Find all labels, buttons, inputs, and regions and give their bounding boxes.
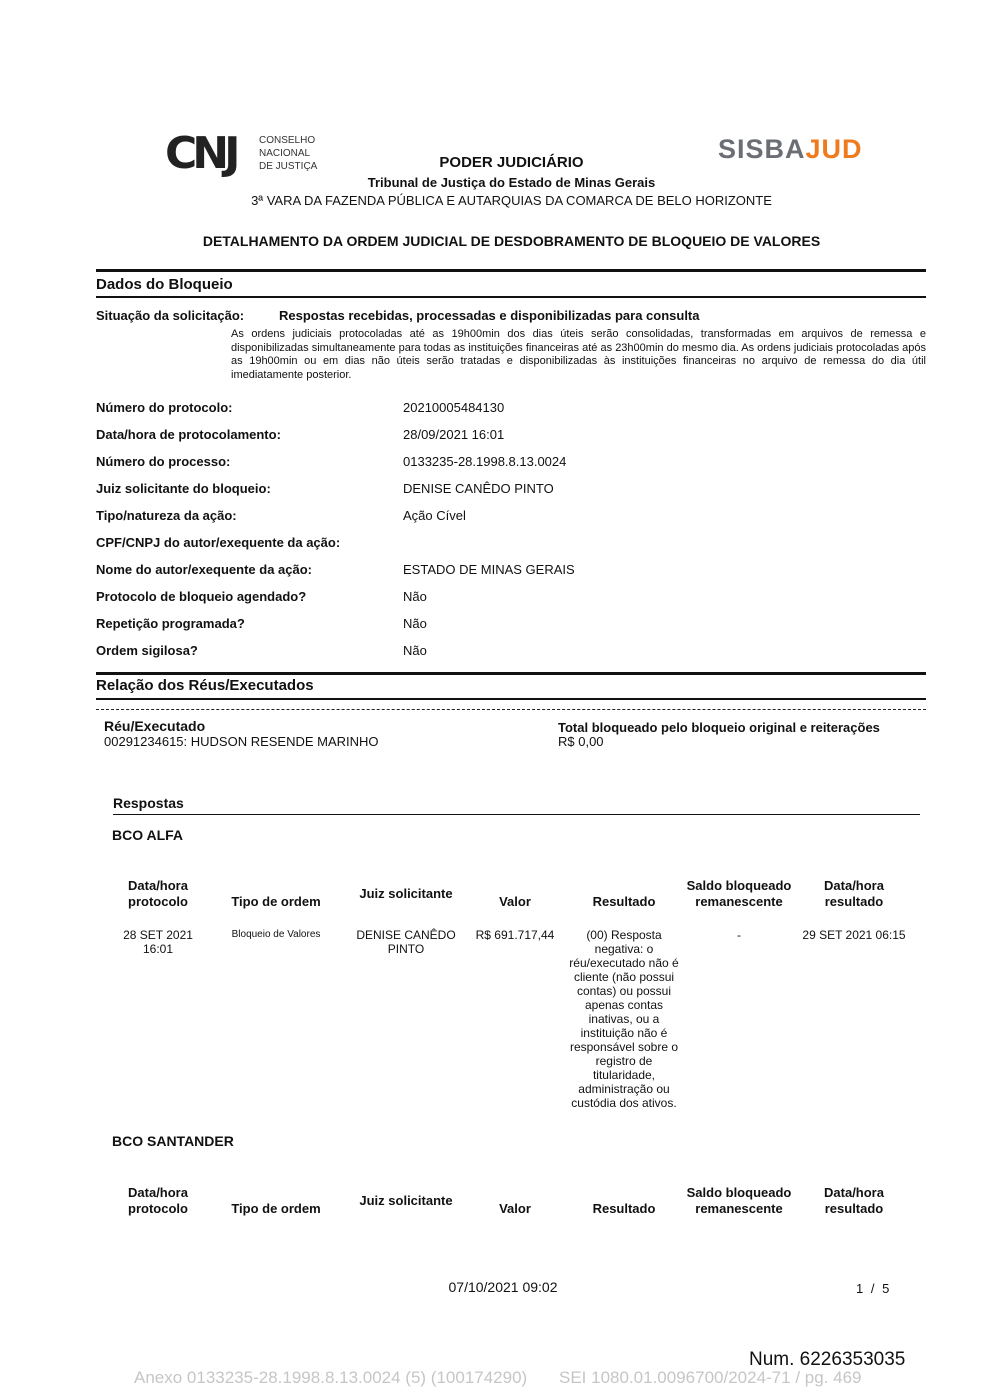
col-header-juiz: Juiz solicitante <box>359 886 453 901</box>
field-label: Repetição programada? <box>96 616 245 631</box>
cnj-logo-letters: CNJ <box>165 128 236 179</box>
field-label: Tipo/natureza da ação: <box>96 508 237 523</box>
sei-watermark: SEI 1080.01.0096700/2024-71 / pg. 469 <box>559 1368 862 1387</box>
col-header-tipo: Tipo de ordem <box>231 1201 321 1216</box>
field-value: 28/09/2021 16:01 <box>403 427 505 442</box>
bank-name: BCO SANTANDER <box>112 1133 234 1149</box>
cell-saldo: - <box>737 928 741 942</box>
field-value: ESTADO DE MINAS GERAIS <box>403 562 575 577</box>
dados-section-title: Dados do Bloqueio <box>96 276 233 293</box>
vara-name: 3ª VARA DA FAZENDA PÚBLICA E AUTARQUIAS DA COMARCA DE BELO HORIZONTE <box>251 193 772 208</box>
field-label: Juiz solicitante do bloqueio: <box>96 481 271 496</box>
field-label: Nome do autor/exequente da ação: <box>96 562 312 577</box>
cnj-logo-line3: DE JUSTIÇA <box>259 161 318 172</box>
field-value: DENISE CANÊDO PINTO <box>403 481 554 496</box>
situacao-value: Respostas recebidas, processadas e disponibilizadas para consulta <box>279 308 700 323</box>
cell-valor: R$ 691.717,44 <box>475 928 555 942</box>
reus-section-title: Relação dos Réus/Executados <box>96 677 314 694</box>
page-total: 5 <box>882 1281 890 1296</box>
col-header-valor: Valor <box>499 1201 531 1216</box>
col-header-protocolo: Data/hora protocolo <box>128 1185 188 1216</box>
section-rule-top <box>96 269 926 272</box>
section-rule-bottom <box>96 296 926 298</box>
col-header-protocolo: Data/hora protocolo <box>128 878 188 909</box>
court-name: Tribunal de Justiça do Estado de Minas Gerais <box>367 175 656 190</box>
page-current: 1 <box>856 1281 864 1296</box>
cell-protocolo: 28 SET 2021 16:01 <box>123 928 193 956</box>
processing-note: As ordens judiciais protocoladas até as 19h00min dos dias úteis serão consolidadas, transformadas em arquivos de remessa e disponibilizadas simultaneamente para todas as instituições financeiras até as 23h00min do mesmo dia. As ordens judiciais protocoladas após as 19h00min ou em dias não úteis serão tratadas e disponibilizadas às instituições financeiras no arquivo de remessa do dia útil imediatamente posterior. <box>231 328 926 381</box>
section-rule-top <box>96 672 926 675</box>
document-title: DETALHAMENTO DA ORDEM JUDICIAL DE DESDOBRAMENTO DE BLOQUEIO DE VALORES <box>202 233 821 249</box>
field-value: Não <box>403 643 427 658</box>
cell-tipo: Bloqueio de Valores <box>231 929 321 940</box>
field-value: Ação Cível <box>403 508 466 523</box>
col-header-resultado: Resultado <box>592 894 656 909</box>
reu-value: 00291234615: HUDSON RESENDE MARINHO <box>104 734 379 749</box>
cell-data-resultado: 29 SET 2021 06:15 <box>802 928 906 942</box>
col-header-juiz: Juiz solicitante <box>359 1193 453 1208</box>
col-header-resultado: Resultado <box>592 1201 656 1216</box>
col-header-data-resultado: Data/hora resultado <box>824 1185 884 1216</box>
page-separator: / <box>870 1281 875 1296</box>
total-bloqueado-value: R$ 0,00 <box>558 734 604 749</box>
cnj-logo-line1: CONSELHO <box>259 135 316 146</box>
field-label: CPF/CNPJ do autor/exequente da ação: <box>96 535 341 550</box>
bank-name: BCO ALFA <box>112 827 184 843</box>
dashed-divider <box>96 709 926 710</box>
col-header-data-resultado: Data/hora resultado <box>824 878 884 909</box>
field-label: Ordem sigilosa? <box>96 643 198 658</box>
document-number: Num. 6226353035 <box>749 1349 906 1370</box>
total-bloqueado-header: Total bloqueado pelo bloqueio original e reiterações <box>558 720 880 735</box>
field-label: Número do processo: <box>96 454 231 469</box>
page-heading: PODER JUDICIÁRIO <box>439 154 584 171</box>
section-rule-bottom <box>96 698 926 700</box>
page-indicator <box>856 1281 889 1296</box>
col-header-valor: Valor <box>499 894 531 909</box>
field-value: 0133235-28.1998.8.13.0024 <box>403 454 567 469</box>
sisbajud-logo-part1: SISBA <box>718 134 806 164</box>
col-header-saldo: Saldo bloqueado remanescente <box>686 878 792 909</box>
respostas-rule <box>113 814 920 815</box>
field-label: Data/hora de protocolamento: <box>96 427 281 442</box>
field-value: Não <box>403 589 427 604</box>
field-label: Número do protocolo: <box>96 400 233 415</box>
respostas-title: Respostas <box>113 795 184 811</box>
cell-juiz: DENISE CANÊDO PINTO <box>356 928 456 956</box>
col-header-saldo: Saldo bloqueado remanescente <box>686 1185 792 1216</box>
anexo-watermark: Anexo 0133235-28.1998.8.13.0024 (5) (100174290) <box>134 1368 528 1387</box>
reu-header: Réu/Executado <box>104 718 206 734</box>
field-value: Não <box>403 616 427 631</box>
cnj-logo-line2: NACIONAL <box>259 148 311 159</box>
situacao-label: Situação da solicitação: <box>96 308 245 323</box>
field-value: 20210005484130 <box>403 400 505 415</box>
col-header-tipo: Tipo de ordem <box>231 894 321 909</box>
print-datetime: 07/10/2021 09:02 <box>448 1279 558 1295</box>
cell-resultado: (00) Resposta negativa: o réu/executado não é cliente (não possui contas) ou possui apenas contas inativas, ou a instituição não é responsável sobre o registro de titularidade, administração ou custódia dos ativos. <box>569 928 679 1110</box>
sisbajud-logo-part2: JUD <box>805 134 863 164</box>
field-label: Protocolo de bloqueio agendado? <box>96 589 307 604</box>
